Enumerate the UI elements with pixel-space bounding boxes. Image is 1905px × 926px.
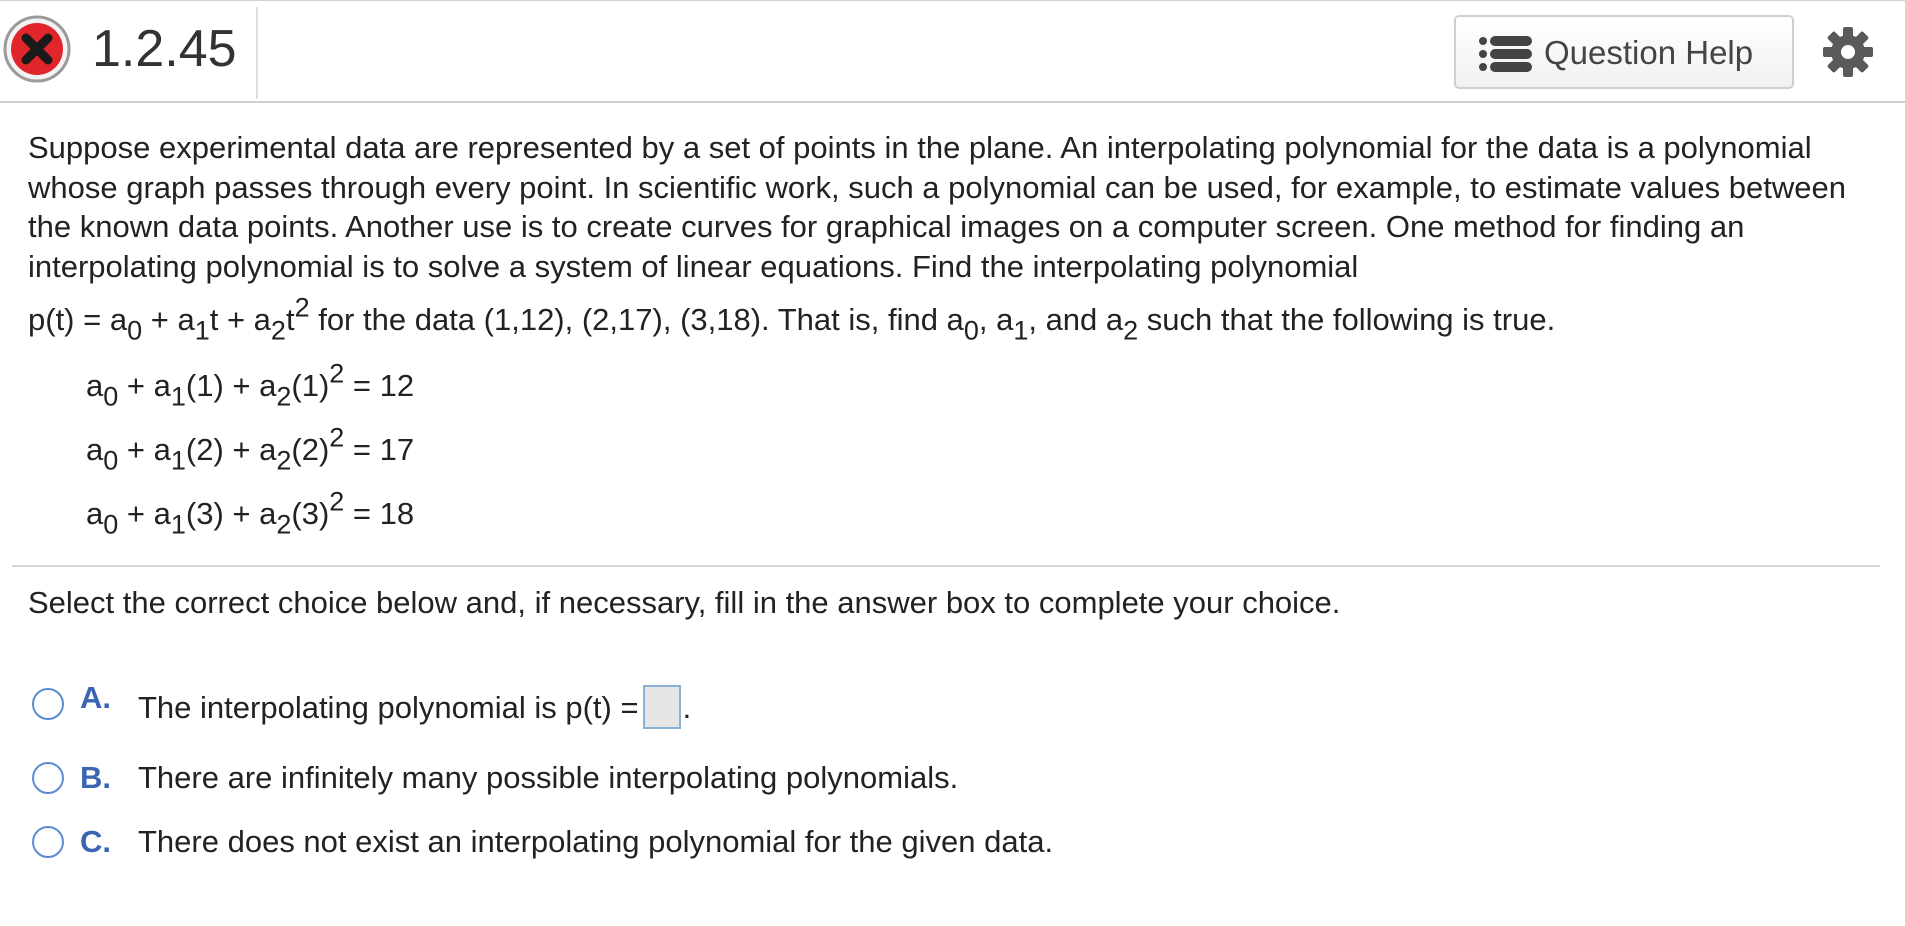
choice-c-letter: C. <box>80 824 111 859</box>
choice-c[interactable] <box>30 822 1330 866</box>
choice-a-text: The interpolating polynomial is p(t) = . <box>138 688 691 729</box>
answer-input-box[interactable] <box>643 685 681 729</box>
choice-b-letter: B. <box>80 760 111 795</box>
question-help-button[interactable] <box>1454 15 1794 89</box>
choice-a-letter: A. <box>80 680 111 715</box>
equation-2: $a_0 + a_1(2) + a_2(2)^2 = 17$ <box>86 422 415 476</box>
section-divider <box>12 565 1880 567</box>
polynomial-definition: $p(t) = a_0 + a_1t + a_2t^2$ for the data (1,12), (2,17), (3,18). That is, find $a_0$, $a_1$, and $a_2$ such that the following is true. <box>28 292 1556 346</box>
gear-icon[interactable] <box>1822 26 1874 78</box>
choice-c-radio[interactable] <box>32 826 64 858</box>
question-text: Suppose experimental data are represented by a set of points in the plane. An interpolating polynomial for the data is a polynomial whose graph passes through every point. In scientific work, such a polynomial can be used, for example, to estimate values between the known data points. Another use is to create curves for graphical images on a computer screen. One method for finding an interpolating polynomial is to solve a system of linear equations. Find the interpolating polynomial <box>28 130 1846 284</box>
choice-b[interactable] <box>30 758 1330 802</box>
equation-1: $a_0 + a_1(1) + a_2(1)^2 = 12$ <box>86 358 415 412</box>
choice-b-radio[interactable] <box>32 762 64 794</box>
question-help-label: Question Help <box>1544 34 1754 71</box>
equation-3: $a_0 + a_1(3) + a_2(3)^2 = 18$ <box>86 486 415 540</box>
choice-a[interactable] <box>30 680 1330 728</box>
choice-c-text: There does not exist an interpolating polynomial for the given data. <box>138 824 1054 859</box>
question-number: 1.2.45 <box>92 20 237 78</box>
choice-b-text: There are infinitely many possible interpolating polynomials. <box>138 760 959 795</box>
incorrect-x-icon <box>2 14 72 84</box>
choice-a-radio[interactable] <box>32 688 64 720</box>
question-header <box>0 1 1905 103</box>
header-divider <box>256 7 258 99</box>
list-icon <box>1478 35 1534 73</box>
instruction-text: Select the correct choice below and, if necessary, fill in the answer box to complete your choice. <box>28 585 1341 620</box>
